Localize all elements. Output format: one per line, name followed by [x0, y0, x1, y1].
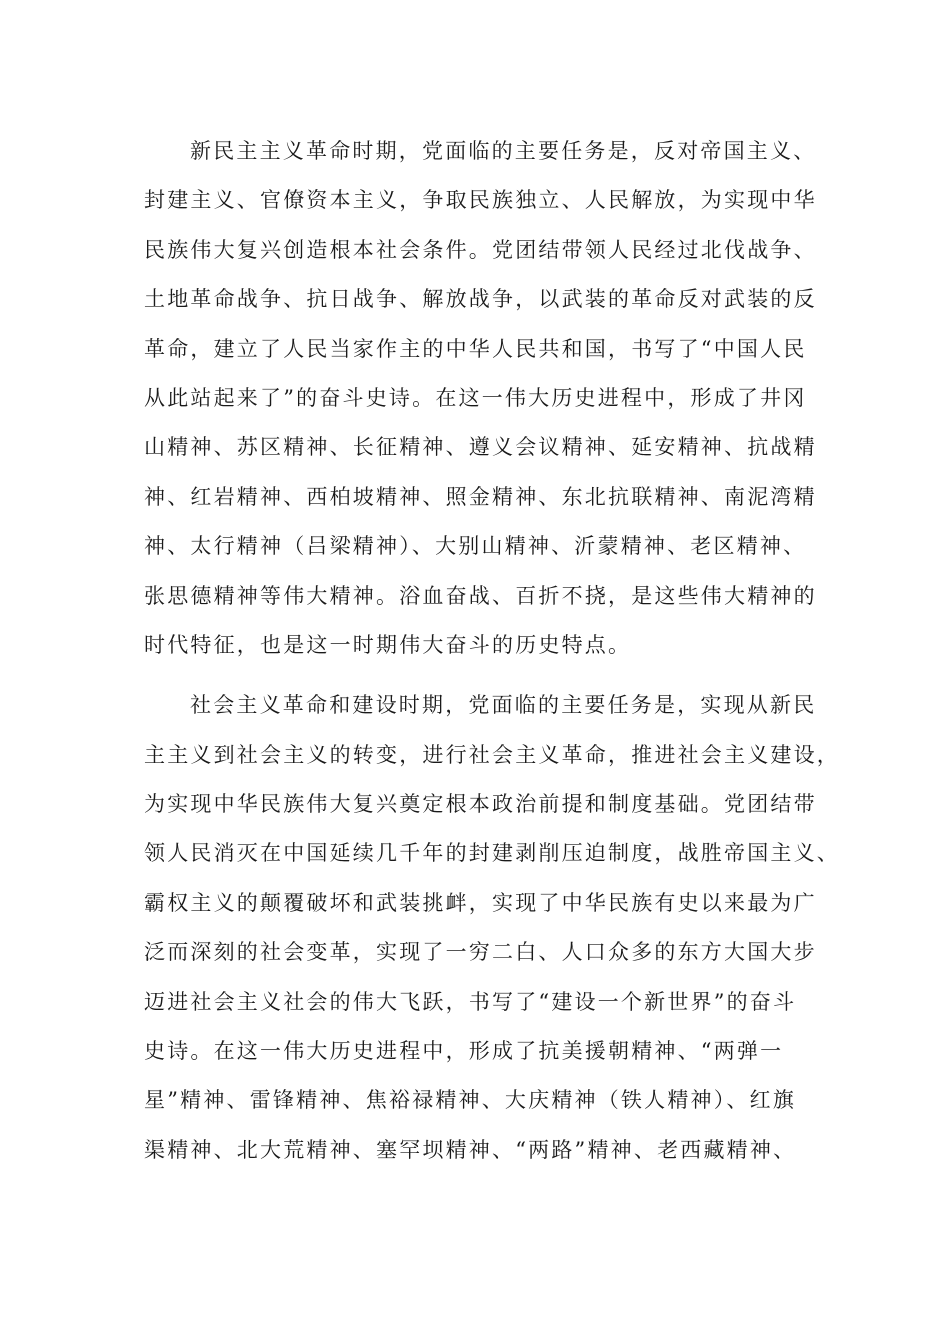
- paragraph-line: 神、太行精神（吕梁精神）、大别山精神、沂蒙精神、老区精神、: [144, 534, 807, 559]
- paragraph-new-democratic-revolution: [144, 127, 817, 670]
- paragraph-line: 从此站起来了”的奋斗史诗。在这一伟大历史进程中，形成了井冈: [144, 385, 807, 410]
- paragraph-socialist-revolution-and-construction: [144, 681, 840, 1175]
- paragraph-line: 星”精神、雷锋精神、焦裕禄精神、大庆精神（铁人精神）、红旗: [144, 1088, 797, 1113]
- paragraph-line: 为实现中华民族伟大复兴奠定根本政治前提和制度基础。党团结带: [144, 792, 817, 817]
- paragraph-line: 领人民消灭在中国延续几千年的封建剥削压迫制度，战胜帝国主义、: [144, 841, 840, 866]
- paragraph-line: 山精神、苏区精神、长征精神、遵义会议精神、延安精神、抗战精: [144, 435, 817, 460]
- paragraph-line: 张思德精神等伟大精神。浴血奋战、百折不挠，是这些伟大精神的: [144, 583, 817, 608]
- paragraph-line: 社会主义革命和建设时期，党面临的主要任务是，实现从新民: [190, 693, 817, 718]
- paragraph-line: 迈进社会主义社会的伟大飞跃，书写了“建设一个新世界”的奋斗: [144, 989, 797, 1014]
- paragraph-line: 土地革命战争、抗日战争、解放战争，以武装的革命反对武装的反: [144, 287, 817, 312]
- paragraph-line: 霸权主义的颠覆破坏和武装挑衅，实现了中华民族有史以来最为广: [144, 890, 817, 915]
- paragraph-line: 民族伟大复兴创造根本社会条件。党团结带领人民经过北伐战争、: [144, 237, 817, 262]
- paragraph-line: 封建主义、官僚资本主义，争取民族独立、人民解放，为实现中华: [144, 188, 817, 213]
- paragraph-line: 神、红岩精神、西柏坡精神、照金精神、东北抗联精神、南泥湾精: [144, 484, 817, 509]
- paragraph-line: 新民主主义革命时期，党面临的主要任务是，反对帝国主义、: [190, 139, 817, 163]
- paragraph-line: 主主义到社会主义的转变，进行社会主义革命，推进社会主义建设，: [144, 742, 840, 767]
- document-body: [144, 127, 840, 1175]
- paragraph-line: 渠精神、北大荒精神、塞罕坝精神、“两路”精神、老西藏精神、: [144, 1137, 797, 1162]
- paragraph-line: 泛而深刻的社会变革，实现了一穷二白、人口众多的东方大国大步: [144, 940, 817, 965]
- paragraph-spacer: [144, 670, 804, 681]
- paragraph-line: 革命，建立了人民当家作主的中华人民共和国，书写了“中国人民: [144, 336, 807, 361]
- paragraph-line: 时代特征，也是这一时期伟大奋斗的历史特点。: [144, 632, 632, 657]
- paragraph-line: 史诗。在这一伟大历史进程中，形成了抗美援朝精神、“两弹一: [144, 1039, 784, 1064]
